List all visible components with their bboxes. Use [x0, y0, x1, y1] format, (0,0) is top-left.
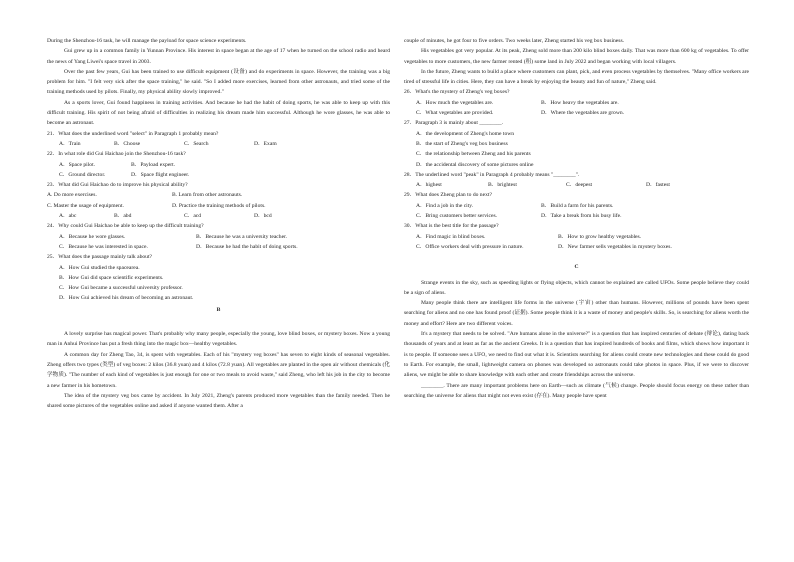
paragraph: Over the past few years, Gui has been trained to use difficult equipment (设备) and do experiments in space. However, the training was a big problem for him. "I felt very sick after the space training," he said. "So I added more exercises, learned from other astronauts, and tried some of the training methods used by pilots. Finally, my physical ability slowly improved.": [47, 68, 390, 96]
option-d: D．New farmer sells vegetables in mystery boxes.: [558, 243, 672, 250]
option-d: D．Because he had the habit of doing sports.: [196, 243, 298, 250]
left-column: [47, 36, 390, 411]
option-c: C．Because he was interested in space.: [59, 243, 148, 250]
option-b: B．How heavy the vegetables are.: [541, 99, 619, 106]
options-26b: [404, 108, 749, 118]
question-21: 21．What does the underlined word "select" in Paragraph 1 probably mean?: [47, 130, 219, 137]
options-21: [47, 139, 390, 149]
option-c: C．deepest: [566, 182, 593, 189]
options-30a: [404, 232, 749, 242]
question-22: 22．In what role did Gui Haichao join the Shenzhou-16 task?: [47, 151, 186, 158]
option-d: D．Where the vegetables are grown.: [541, 110, 625, 117]
option-a: A．highest: [416, 182, 442, 189]
options-22a: [47, 160, 390, 170]
option-b: B．Build a farm for his parents.: [541, 202, 614, 209]
options-23b: [47, 201, 390, 211]
option-a: A．Find a job in the city.: [416, 202, 474, 209]
option-c: C．Search: [184, 140, 209, 147]
option-a: A. Do more exercises.: [47, 192, 97, 199]
option-b: B．How to grow healthy vegetables.: [558, 233, 642, 240]
paragraph: ________. There are many important problems here on Earth—such as climate (气候) change. People should focus energy on these rather than searching the universe for aliens that might not even exist (存在). Many people have spent: [404, 382, 749, 399]
paragraph: During the Shenzhou-16 task, he will manage the payload for space science experiments.: [47, 38, 247, 44]
option-c: C．Office workers deal with pressure in nature.: [416, 243, 524, 250]
paragraph: couple of minutes, he got four to five orders. Two weeks later, Zheng started his veg box business.: [404, 38, 625, 44]
options-24a: [47, 232, 390, 242]
option-c: C．Bring customers better services.: [416, 213, 498, 220]
question-30: 30．What is the best title for the passage?: [404, 223, 499, 230]
paragraph: A lovely surprise has magical power. That's probably why many people, especially the young, love blind boxes, or mystery boxes. Now a young man in Anhui Province has put a fresh thing into the magic box—healthy vegetables.: [47, 331, 390, 348]
option-b: B．brightest: [488, 182, 517, 189]
option-d: D．Take a break from his busy life.: [541, 213, 622, 220]
option-d: D．Exam: [254, 140, 277, 147]
question-24: 24．Why could Gui Haichao be able to keep up the difficult training?: [47, 223, 204, 230]
option-b: B．Choose: [114, 140, 141, 147]
option-c: C．the relationship between Zheng and his parents: [416, 151, 531, 158]
option-d: D．fastest: [646, 182, 670, 189]
option-d: D．the accidental discovery of some pictures online: [416, 161, 534, 168]
option-a: A．Because he wore glasses.: [59, 233, 126, 240]
option-a: A．Find magic in blind boxes.: [416, 233, 486, 240]
paragraph: In the future, Zheng wants to build a place where customers can plant, pick, and even process vegetables by themselves. "Many office workers are tired of stressful life in cities. Here, they can have a break by enjoying the beauty and fun of nature," Zheng said.: [404, 68, 749, 86]
options-29b: [404, 211, 749, 221]
options-26a: [404, 98, 749, 108]
options-25: [47, 263, 390, 304]
option-b: B．abd: [114, 213, 132, 220]
option-b: B．Because he was a university teacher.: [196, 233, 288, 240]
paragraph: Strange events in the sky, such as speeding lights or flying objects, which cannot be explained are called UFOs. Some people believe they could be a sign of aliens.: [404, 279, 749, 296]
option-b: B. Learn from other astronauts.: [172, 192, 243, 199]
option-a: A．Train: [59, 140, 81, 147]
paragraph: Gui grew up in a common family in Yunnan Province. His interest in space began at the age of 17 when he turned on the school radio and heard the news of Yang Liwei's space travel in 2003.: [47, 48, 390, 65]
option-a: A．How Gui studied the spacearea.: [59, 264, 140, 271]
options-27: [404, 129, 749, 170]
option-d: D．Space flight engineer.: [131, 171, 190, 178]
section-c-heading: C: [574, 264, 579, 271]
paragraph: As a sports lover, Gui found happiness in training activities. And because he had the habit of doing sports, he was able to keep up with this difficult training. His spirit of not being afraid of difficulties in realizing his dream made him successful. Although he wore glasses, he was able to become an astronaut.: [47, 99, 390, 127]
paragraph: A common day for Zheng Tao, 34, is spent with vegetables. Each of his "mystery veg boxes" has seven to eight kinds of seasonal vegetables. Zheng offers two types (类型) of veg boxes: 2 kilos (36.8 yuan) and 4 kilos (72.8 yuan). All vegetables are planted in the open air without chemicals (化学物质). "The number of each kind of vegetables is just enough for one or two meals to avoid waste," said Zheng, who left his job in the city to become a new farmer in his hometown.: [47, 351, 390, 389]
option-d: D. Practice the training methods of pilots.: [172, 202, 266, 209]
options-24b: [47, 242, 390, 252]
option-c: C. Master the usage of equipment.: [47, 202, 124, 209]
paragraph: It's a mystery that needs to be solved. "Are humans alone in the universe?" is a question that has inspired centuries of debate (辩论), dating back thousands of years and at least as far as the ancient Greeks. It is a question that has inspired hundreds of books and films, which shows how important it is to people. If someone sees a UFO, we need to find out what it is. Scientists searching for aliens could create new technologies and these could do good to Earth. For example, the small, lightweight camera on phones was developed so astronauts could take photos in space. Plus, if we were to discover aliens, we might be able to share knowledge with each other and create friendships across the universe.: [404, 331, 749, 379]
options-28: [404, 180, 749, 190]
option-a: A．abc: [59, 213, 77, 220]
options-29a: [404, 201, 749, 211]
option-c: C．What vegetables are provided.: [416, 110, 494, 117]
option-a: A．How much the vegetables are.: [416, 99, 494, 106]
option-b: B．the start of Zheng's veg box business: [416, 140, 508, 147]
question-23: 23．What did Gui Haichao do to improve his physical ability?: [47, 182, 188, 189]
question-29: 29．What does Zheng plan to do next?: [404, 192, 492, 199]
option-b: B．Payload expert.: [131, 161, 176, 168]
options-30b: [404, 242, 749, 252]
question-27: 27．Paragraph 3 is mainly about ________.: [404, 120, 504, 127]
question-26: 26．What's the mystery of Zheng's veg boxes?: [404, 89, 510, 96]
option-a: A．the development of Zheng's home town: [416, 130, 515, 137]
option-d: D．bcd: [254, 213, 272, 220]
option-c: C．Ground director.: [59, 171, 106, 178]
option-b: B．How Gui did space scientific experiments.: [59, 274, 164, 281]
question-25: 25．What does the passage mainly talk about?: [47, 254, 153, 261]
option-c: C．acd: [184, 213, 202, 220]
paragraph: His vegetables got very popular. At its peak, Zheng sold more than 200 kilo blind boxes daily. That was more than 600 kg of vegetables. To offer vegetables to more customers, the new farmer rented (租) some land in July 2022 and began working with local villagers.: [404, 48, 749, 65]
option-d: D．How Gui achieved his dream of becoming an astronaut.: [59, 295, 194, 302]
question-28: 28．The underlined word "peak" in Paragraph 4 probably means "________".: [404, 171, 580, 178]
options-23a: [47, 190, 390, 200]
paragraph: Many people think there are intelligent life forms in the universe (宇宙) other than humans. However, millions of pounds have been spent searching for aliens and no one has found proof (证据). Some people think it is a waste of money and people's skills. So, is searching for aliens worth the money and effort? Here are two different voices.: [404, 300, 749, 327]
option-c: C．How Gui became a successful university professor.: [59, 285, 183, 292]
options-22b: [47, 170, 390, 180]
paragraph: The idea of the mystery veg box came by accident. In July 2021, Zheng's parents produced more vegetables than the family needed. Then he shared some pictures of the vegetables online and asked if anyone wanted them. After a: [47, 392, 390, 410]
section-b-heading: B: [216, 306, 221, 313]
option-a: A．Space pilot.: [59, 161, 96, 168]
right-column: [404, 36, 749, 401]
options-23-combos: [47, 211, 390, 221]
